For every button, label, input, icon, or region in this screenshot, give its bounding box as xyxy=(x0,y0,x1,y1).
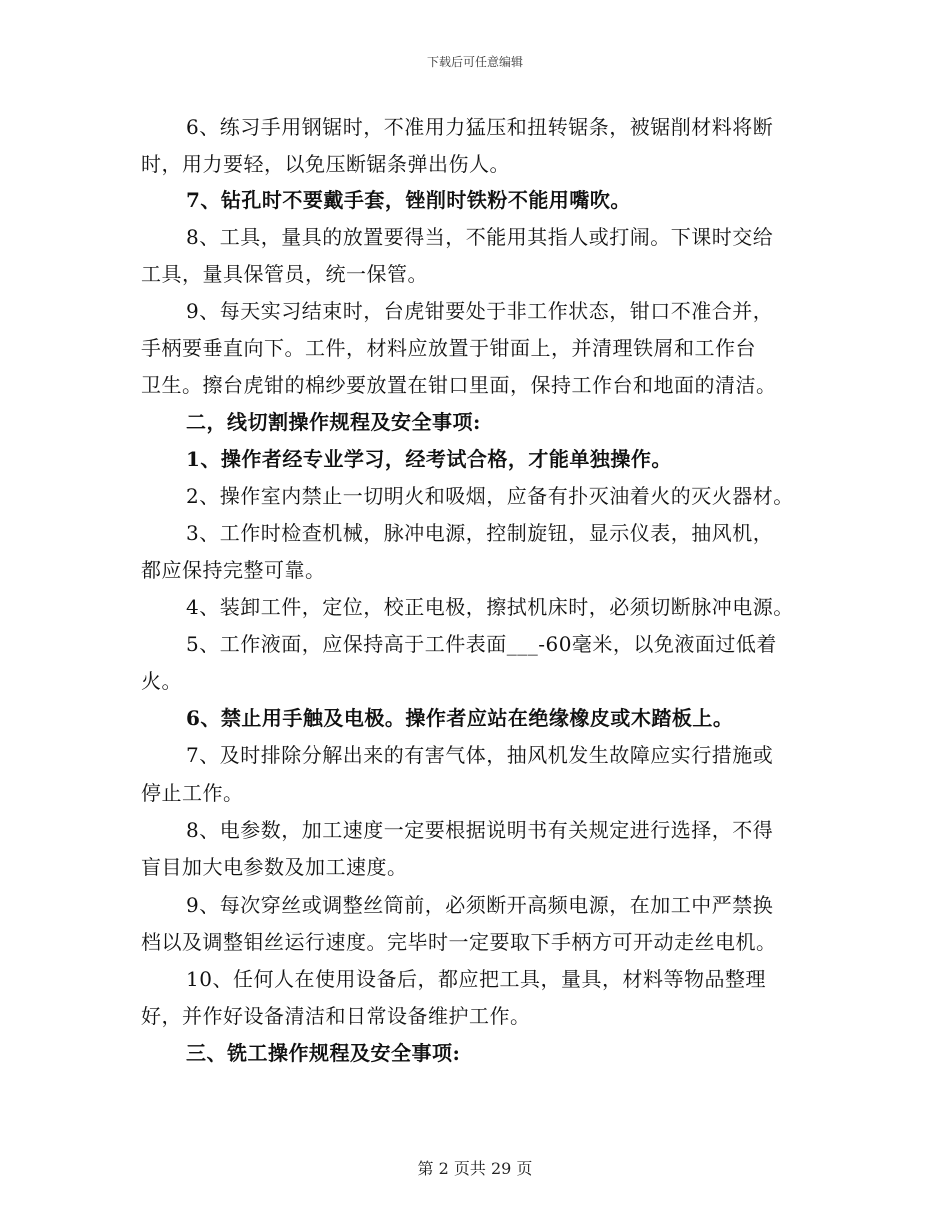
text-line: 10、任何人在使用设备后，都应把工具，量具，材料等物品整理 xyxy=(186,967,766,991)
text-line: 5、工作液面，应保持高于工件表面___-60毫米，以免液面过低着 xyxy=(186,632,777,656)
text-line: 都应保持完整可靠。 xyxy=(141,558,326,582)
text-line: 7、及时排除分解出来的有害气体，抽风机发生故障应实行措施或 xyxy=(186,743,774,767)
text-line: 8、电参数，加工速度一定要根据说明书有关规定进行选择，不得 xyxy=(186,818,774,842)
text-line: 工具，量具保管员，统一保管。 xyxy=(141,262,428,286)
text-line: 三、铣工操作规程及安全事项: xyxy=(186,1041,461,1065)
text-line: 4、装卸工件，定位，校正电极，擦拭机床时，必须切断脉冲电源。 xyxy=(186,595,794,619)
text-line: 盲目加大电参数及加工速度。 xyxy=(141,855,408,879)
text-line: 2、操作室内禁止一切明火和吸烟，应备有扑灭油着火的灭火器材。 xyxy=(186,484,794,508)
text-line: 手柄要垂直向下。工件，材料应放置于钳面上，并清理铁屑和工作台 xyxy=(141,336,756,360)
text-line: 档以及调整钼丝运行速度。完毕时一定要取下手柄方可开动走丝电机。 xyxy=(141,930,777,954)
text-line: 1、操作者经专业学习，经考试合格，才能单独操作。 xyxy=(186,447,672,471)
text-line: 二，线切割操作规程及安全事项: xyxy=(186,410,481,434)
page-header: 下载后可任意编辑 xyxy=(426,55,523,69)
text-line: 火。 xyxy=(141,669,182,693)
text-line: 停止工作。 xyxy=(141,781,244,805)
text-line: 6、练习手用钢锯时，不准用力猛压和扭转锯条，被锯削材料将断 xyxy=(186,115,774,139)
text-line: 好，并作好设备清洁和日常设备维护工作。 xyxy=(141,1004,531,1028)
text-line: 6、禁止用手触及电极。操作者应站在绝缘橡皮或木踏板上。 xyxy=(186,706,734,730)
text-line: 7、钻孔时不要戴手套，锉削时铁粉不能用嘴吹。 xyxy=(186,188,631,212)
text-line: 3、工作时检查机械，脉冲电源，控制旋钮，显示仪表，抽风机， xyxy=(186,521,774,545)
text-line: 8、工具，量具的放置要得当，不能用其指人或打闹。下课时交给 xyxy=(186,225,774,249)
text-line: 9、每次穿丝或调整丝筒前，必须断开高频电源，在加工中严禁换 xyxy=(186,893,774,917)
text-line: 时，用力要轻，以免压断锯条弹出伤人。 xyxy=(141,152,510,176)
text-line: 9、每天实习结束时，台虎钳要处于非工作状态，钳口不准合并， xyxy=(186,299,774,323)
text-line: 卫生。擦台虎钳的棉纱要放置在钳口里面，保持工作台和地面的清洁。 xyxy=(141,373,777,397)
page-footer: 第 2 页共 29 页 xyxy=(417,1159,533,1178)
